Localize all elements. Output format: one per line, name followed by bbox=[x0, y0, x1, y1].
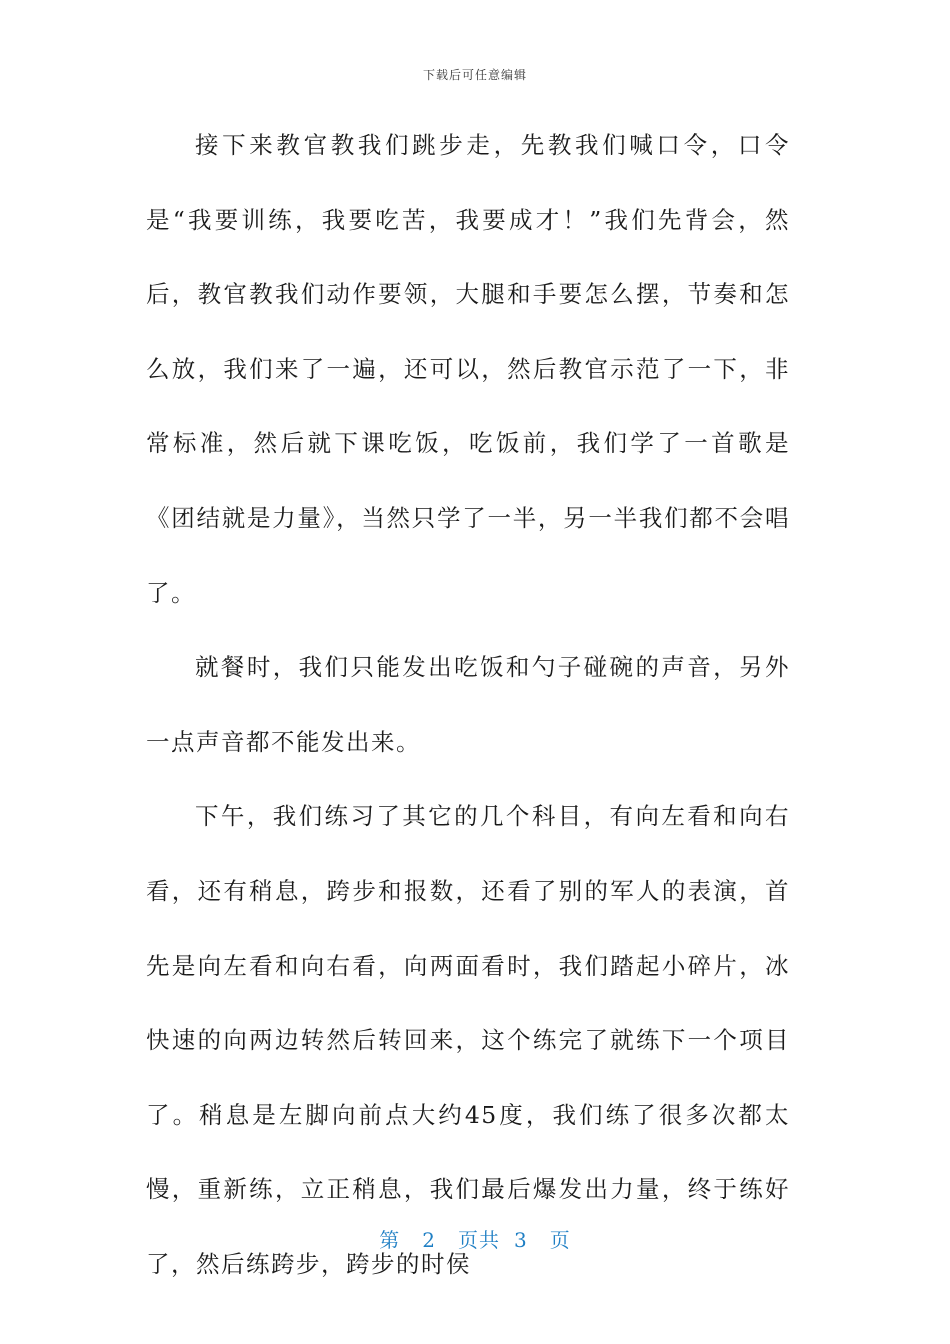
paragraph-dining: 就餐时，我们只能发出吃饭和勺子碰碗的声音，另外一点声音都不能发出来。 bbox=[146, 653, 790, 756]
paragraph-afternoon: 下午，我们练习了其它的几个科目，有向左看和向右看，还有稍息，跨步和报数，还看了别的军人的表演，首先是向左看和向右看，向两面看时，我们踏起小碎片，冰快速的向两边转然后转回来，这个练完了就练下一个项目了。稍息是左脚向前点大约45度，我们练了很多次都太慢，重新练，立正稍息，我们最后爆发出力量，终于练好了，然后练跨步，跨步的时侯 bbox=[146, 802, 790, 1278]
page-footer bbox=[0, 1224, 950, 1253]
footer-current-page: 2 bbox=[422, 1228, 436, 1252]
footer-middle: 页共 bbox=[458, 1228, 500, 1252]
document-body bbox=[146, 108, 790, 1302]
paragraph-training-march: 接下来教官教我们跳步走，先教我们喊口令，口令是“我要训练，我要吃苦，我要成才！”我们先背会，然后，教官教我们动作要领，大腿和手要怎么摆，节奏和怎么放，我们来了一遍，还可以，然后教官示范了一下，非常标准，然后就下课吃饭，吃饭前，我们学了一首歌是《团结就是力量》，当然只学了一半，另一半我们都不会唱了。 bbox=[146, 131, 790, 607]
footer-prefix: 第 bbox=[379, 1228, 401, 1252]
footer-total-pages: 3 bbox=[514, 1228, 528, 1252]
header-note: 下载后可任意编辑 bbox=[422, 68, 527, 82]
footer-suffix: 页 bbox=[549, 1228, 571, 1252]
